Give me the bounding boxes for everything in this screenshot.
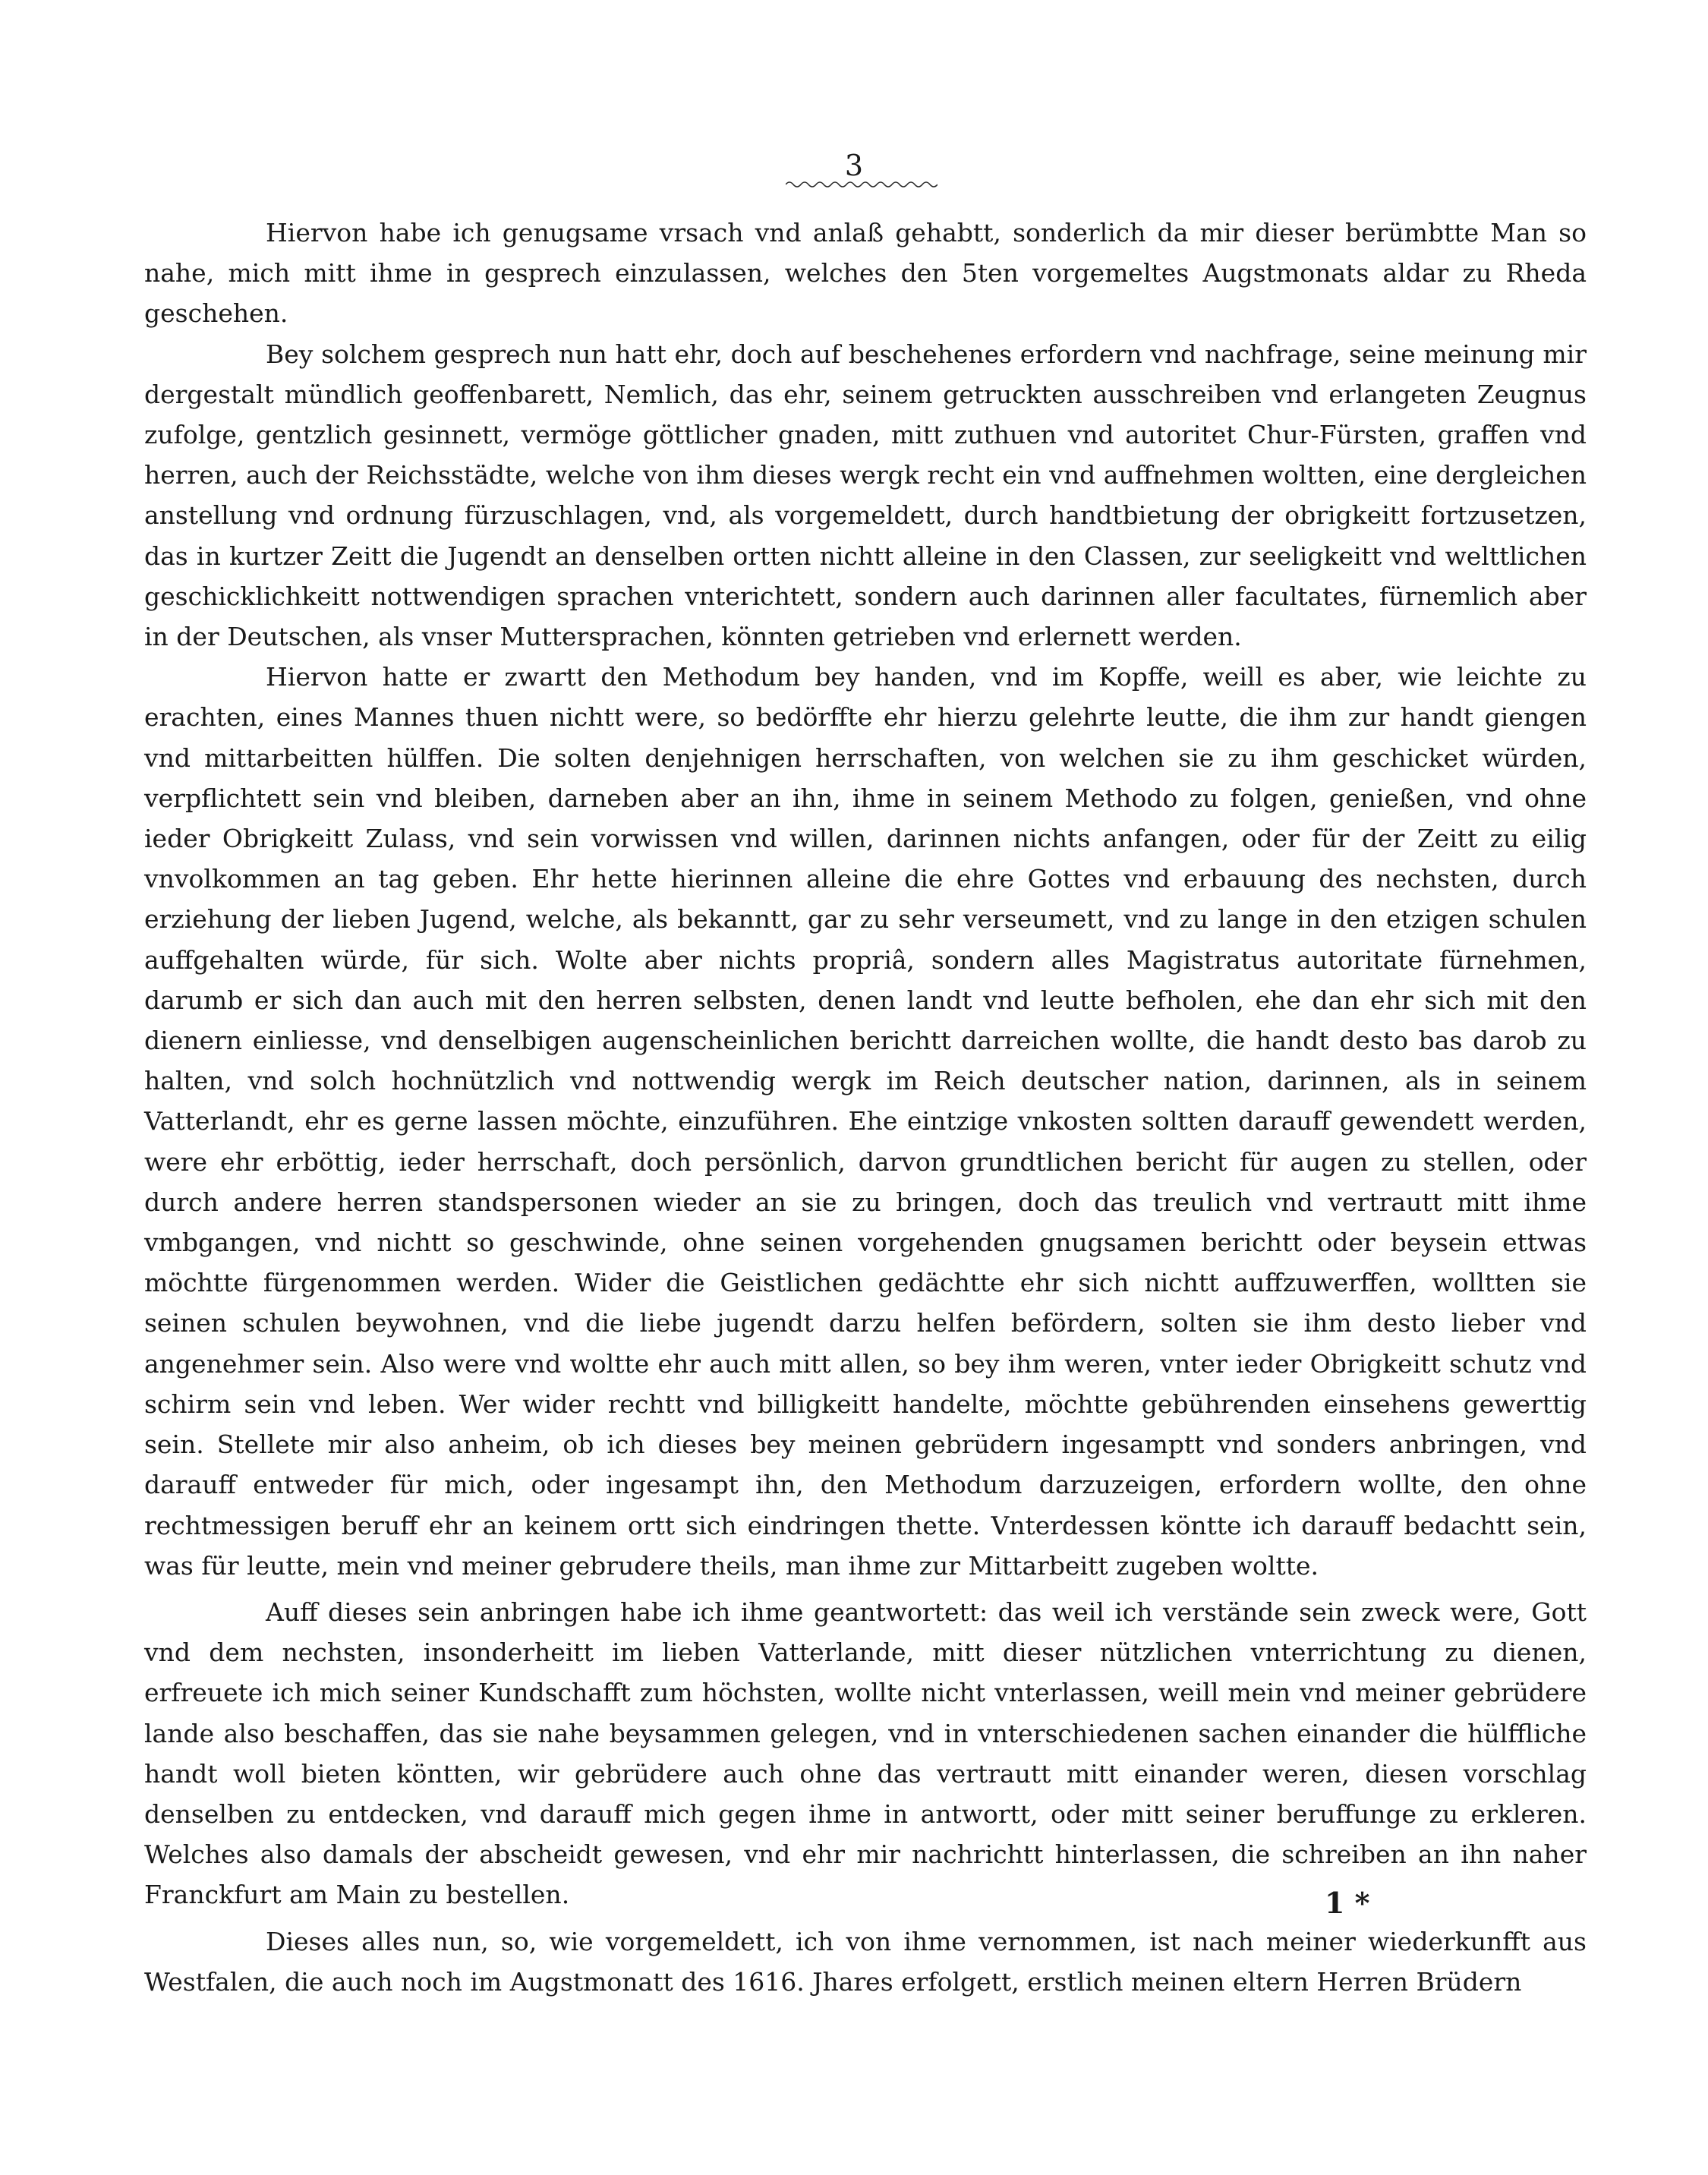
paragraph-3: Hiervon hatte er zwartt den Methodum bey handen, vnd im Kopffe, weill es aber, wie leichte zu erachten, eines Mannes thuen nichtt were, so bedörffte ehr hierzu gelehrte leutte, die ihm zur handt giengen vnd mittarbeitten hülffen. Die solten denjehnigen herrschaften, von welchen sie zu ihm geschicket würden, verpflichtett sein vnd bleiben, darneben aber an ihn, ihme in seinem Methodo zu folgen, genießen, vnd ohne ieder Obrigkeitt Zulass, vnd sein vorwissen vnd willen, darinnen nichts anfangen, oder für der Zeitt zu eilig vnvolkommen an tag geben. Ehr hette hierinnen alleine die ehre Gottes vnd erbauung des nechsten, durch erziehung der lieben Jugend, welche, als bekanntt, gar zu sehr verseumett, vnd zu lange in den etzigen schulen auffgehalten würde, für sich. Wolte aber nichts propriâ, sondern alles Magistratus autoritate fürnehmen, darumb er sich dan auch mit den herren selbsten, denen landt vnd leutte befholen, ehe dan ehr sich mit den dienern einliesse, vnd denselbigen augenscheinlichen berichtt darreichen wollte, die handt desto bas darob zu halten, vnd solch hochnützlich vnd nottwendig wergk im Reich deutscher nation, darinnen, als in seinem Vatterlandt, ehr es gerne lassen möchte, einzuführen. Ehe eintzige vnkosten soltten darauff gewendett werden, were ehr erböttig, ieder herrschaft, doch persönlich, darvon grundtlichen bericht für augen zu stellen, oder durch andere herren standspersonen wieder an sie zu bringen, doch das treulich vnd vertrautt mitt ihme vmbgangen, vnd nichtt so geschwinde, ohne seinen vorgehenden gnugsamen berichtt oder beysein ettwas möchtte fürgenommen werden. Wider die Geistlichen gedächtte ehr sich nichtt auffzuwerffen, wolltten sie seinen schulen beywohnen, vnd die liebe jugendt darzu helfen befördern, solten sie ihm desto lieber vnd angenehmer sein. Also were vnd woltte ehr auch mitt allen, so bey ihm weren, vnter ieder Obrigkeitt schutz vnd schirm sein vnd leben. Wer wider rechtt vnd billigkeitt handelte, möchtte gebührenden einsehens gewerttig sein. Stellete mir also anheim, ob ich dieses bey meinen gebrüdern ingesamptt vnd sonders anbringen, vnd darauff entweder für mich, oder ingesampt ihn, den Methodum darzuzeigen, erfordern wollte, den ohne rechtmessigen beruff ehr an keinem ortt sich eindringen thette. Vnterdessen köntte ich darauff bedachtt sein, was für leutte, mein vnd meiner gebrudere theils, man ihme zur Mittarbeitt zugeben woltte.: [144, 662, 1587, 1581]
paragraph-5: Dieses alles nun, so, wie vorgemeldett, ich von ihme vernommen, ist nach meiner wiederkunfft aus Westfalen, die auch noch im Augstmonatt des 1616. Jhares erfolgett, erstlich meinen eltern Herren Brüdern: [144, 1926, 1587, 1997]
signature-mark: 1 *: [1325, 1886, 1370, 1920]
paragraph-4: Auff dieses sein anbringen habe ich ihme geantwortett: das weil ich verstände sein zweck were, Gott vnd dem nechsten, insonderheitt im lieben Vatterlande, mitt dieser nützlichen vnterrichtung zu dienen, erfreuete ich mich seiner Kundschafft zum höchsten, wollte nicht vnterlassen, weill mein vnd meiner gebrüdere lande also beschaffen, das sie nahe beysammen gelegen, vnd in vnterschiedenen sachen einander die hülffliche handt woll bieten köntten, wir gebrüdere auch ohne das vertrautt mitt einander weren, diesen vorschlag denselben zu entdecken, vnd darauff mich gegen ihme in antwortt, oder mitt seiner beruffunge zu erkleren. Welches also damals der abscheidt gewesen, vnd ehr mir nachrichtt hinterlassen, die schreiben an ihn naher Franckfurt am Main zu bestellen.: [144, 1597, 1587, 1910]
page-number: 3: [844, 149, 864, 182]
body-text: [144, 213, 1587, 2002]
paragraph-2: Bey solchem gespreсh nun hatt ehr, doch auf beschehenes erfordern vnd nachfrage, seine meinung mir dergestalt mündlich geoffenbarett, Nemlich, das ehr, seinem getruckten ausschreiben vnd erlangeten Zeugnus zufolge, gentzlich gesinnett, vermöge göttlicher gnaden, mitt zuthuen vnd autoritet Chur-Fürsten, graffen vnd herren, auch der Reichsstädte, welche von ihm dieses wergk recht ein vnd auffnehmen woltten, eine dergleichen anstellung vnd ordnung fürzuschlagen, vnd, als vorgemeldett, durch handtbietung der obrigkeitt fortzusetzen, das in kurtzer Zeitt die Jugendt an denselben ortten nichtt alleine in den Classen, zur seeligkeitt vnd welttlichen geschicklichkeitt nottwendigen sprachen vnterichtett, sondern auch darinnen aller facultates, fürnemlich aber in der Deutschen, als vnser Muttersprachen, könnten getrieben vnd erlernett werden.: [144, 339, 1587, 652]
wavy-rule-ornament: [786, 179, 938, 190]
paragraph-1: Hiervon habe ich genugsame vrsach vnd anlaß gehabtt, sonderlich da mir dieser berümbtte Man so nahe, mich mitt ihme in gespreсh einzulassen, welches den 5ten vorgemeltes Augstmonats aldar zu Rheda geschehen.: [144, 218, 1587, 329]
